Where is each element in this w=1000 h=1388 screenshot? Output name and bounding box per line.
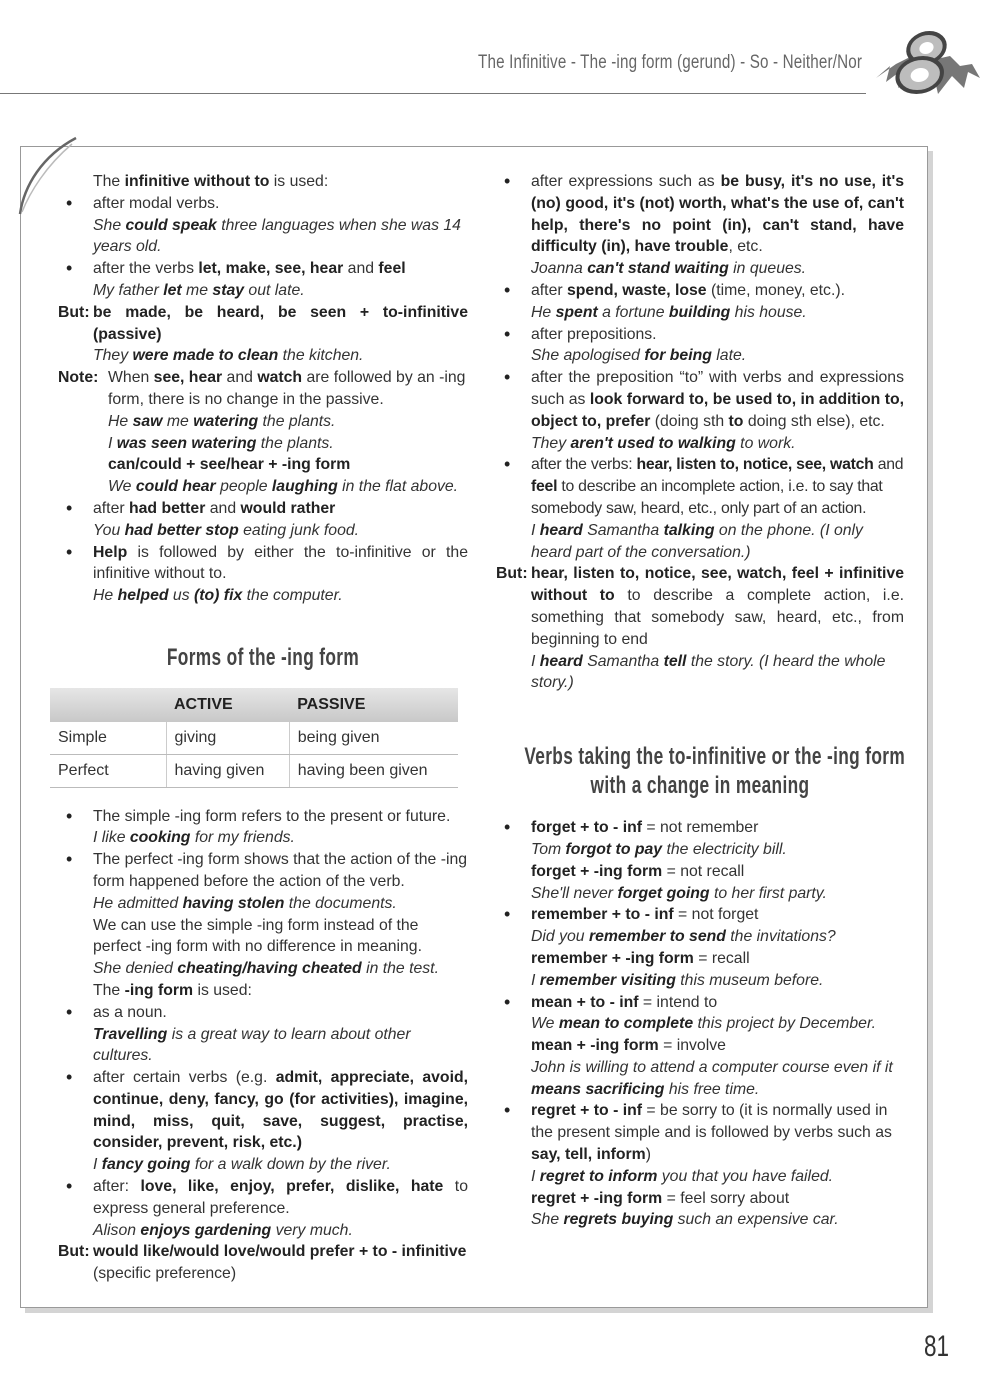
section-title-line: Verbs taking the to-infinitive or the -ing form xyxy=(524,743,906,771)
note-rule: Note: When see, hear and watch are followed by an -ing form, there is no change in the passive. xyxy=(58,369,466,408)
table-cell: having been given xyxy=(289,754,458,787)
table-cell: Perfect xyxy=(50,754,166,787)
table-header-cell: ACTIVE xyxy=(166,688,289,722)
list-item: • Help is followed by either the to-infinitive or the infinitive without to. xyxy=(58,542,468,586)
example: She could speak three languages when she was 14 years old. xyxy=(93,216,461,256)
example: She regrets buying such an expensive car. xyxy=(531,1211,839,1229)
page-header xyxy=(0,0,1000,100)
formula: forget + -ing form = not recall xyxy=(531,862,745,880)
example: Did you remember to send the invitations? xyxy=(531,928,836,946)
section-title-line: with a change in meaning xyxy=(590,772,810,800)
list-item: • after spend, waste, lose (time, money, etc.). xyxy=(496,280,904,302)
forms-table xyxy=(50,688,458,788)
but-rule: But: hear, listen to, notice, see, watch, feel + infinitive without to to describe a complete action, i.e. something that somebody saw, heard, etc., from beginning to end xyxy=(496,565,905,648)
but-rule: But: would like/would love/would prefer + to - infinitive (specific preference) xyxy=(58,1243,467,1283)
table-cell: giving xyxy=(166,722,289,754)
example: I regret to inform you that you have failed. xyxy=(531,1167,834,1185)
list-item: • after the preposition “to” with verbs and expressions such as look forward to, be used to, in addition to, object to, prefer (doing sth to doing sth else), etc. xyxy=(496,367,904,432)
table-header-cell xyxy=(50,688,166,722)
list-item: • The simple -ing form refers to the present or future. xyxy=(58,806,468,828)
formula: can/could + see/hear + -ing form xyxy=(108,456,351,474)
table-cell: being given xyxy=(289,722,458,754)
left-column xyxy=(58,171,468,1285)
example: I remember visiting this museum before. xyxy=(531,971,824,989)
example: She denied cheating/having cheated in the test. xyxy=(93,960,439,978)
section-title-forms: Forms of the -ing form xyxy=(166,643,360,671)
list-item: • after the verbs: hear, listen to, notice, see, watch and feel to describe an incomplete action, i.e. to say that somebody saw, heard, etc., only part of an action. xyxy=(496,454,904,519)
list-item: • after: love, like, enjoy, prefer, dislike, hate to express general preference. xyxy=(58,1176,468,1220)
example: My father let me stay out late. xyxy=(93,281,305,299)
example: I was seen watering the plants. xyxy=(108,434,334,452)
example: They aren't used to walking to work. xyxy=(531,434,796,452)
right-column xyxy=(496,171,904,1231)
ing-intro: The -ing form is used: xyxy=(93,981,252,999)
list-item: • mean + to - inf = intend to xyxy=(496,992,904,1014)
example: She apologised for being late. xyxy=(531,347,747,365)
table-header-cell: PASSIVE xyxy=(289,688,458,722)
example: You had better stop eating junk food. xyxy=(93,521,360,539)
but-rule: But: be made, be heard, be seen + to-infinitive (passive) xyxy=(58,303,468,343)
example: I heard Samantha tell the story. (I heard the whole story.) xyxy=(531,652,886,692)
table-row xyxy=(50,754,458,787)
example: John is willing to attend a computer course even if it means sacrificing his free time. xyxy=(531,1058,893,1098)
table-header-row xyxy=(50,688,458,722)
section-title-verbs xyxy=(524,742,906,800)
example: He helped us (to) fix the computer. xyxy=(93,587,343,605)
page-number: 81 xyxy=(924,1330,950,1363)
example: Tom forgot to pay the electricity bill. xyxy=(531,840,787,858)
list-item: • as a noun. xyxy=(58,1002,468,1024)
example: I fancy going for a walk down by the river. xyxy=(93,1156,391,1174)
formula: remember + -ing form = recall xyxy=(531,949,750,967)
list-item: • regret + to - inf = be sorry to (it is normally used in the present simple and is followed by verbs such as say, tell, inform) xyxy=(496,1100,904,1165)
list-item: • after expressions such as be busy, it's no use, it's (no) good, it's (not) worth, what's the use of, can't help, there's no point (in), can't stand, have difficulty (in), have trouble, etc. xyxy=(496,171,904,258)
example: They were made to clean the kitchen. xyxy=(93,347,364,365)
list-item: • after prepositions. xyxy=(496,324,904,346)
formula: mean + -ing form = involve xyxy=(531,1037,726,1055)
example: He admitted having stolen the documents. xyxy=(93,894,397,912)
example: We mean to complete this project by December. xyxy=(531,1015,877,1033)
running-title: The Infinitive - The -ing form (gerund) - So - Neither/Nor xyxy=(477,52,862,73)
note-text: We can use the simple -ing form instead of the perfect -ing form with no difference in meaning. xyxy=(93,916,422,956)
example: She'll never forget going to her first party. xyxy=(531,884,827,902)
list-item: • forget + to - inf = not remember xyxy=(496,817,904,839)
example: He saw me watering the plants. xyxy=(108,412,336,430)
example: We could hear people laughing in the flat above. xyxy=(108,478,459,496)
example: I like cooking for my friends. xyxy=(93,829,295,847)
table-row xyxy=(50,722,458,754)
list-item: • after certain verbs (e.g. admit, appreciate, avoid, continue, deny, fancy, go (for activities), imagine, mind, miss, quit, save, suggest, practise, consider, prevent, risk, etc.) xyxy=(58,1067,468,1154)
table-cell: Simple xyxy=(50,722,166,754)
example: Travelling is a great way to learn about other cultures. xyxy=(93,1025,411,1065)
example: Joanna can't stand waiting in queues. xyxy=(531,260,807,278)
header-rule xyxy=(0,93,866,94)
list-item: • after had better and would rather xyxy=(58,498,468,520)
list-item: • after the verbs let, make, see, hear and feel xyxy=(58,258,468,280)
unit-number: 8 xyxy=(916,73,923,82)
list-item: • remember + to - inf = not forget xyxy=(496,904,904,926)
list-item: • The perfect -ing form shows that the action of the -ing form happened before the action of the verb. xyxy=(58,849,468,893)
example: Alison enjoys gardening very much. xyxy=(93,1221,353,1239)
example: He spent a fortune building his house. xyxy=(531,303,807,321)
formula: regret + -ing form = feel sorry about xyxy=(531,1189,790,1207)
unit-number-badge xyxy=(872,26,982,100)
list-item: • after modal verbs. xyxy=(58,193,468,215)
table-cell: having given xyxy=(166,754,289,787)
example: I heard Samantha talking on the phone. (I only heard part of the conversation.) xyxy=(531,521,863,561)
infinitive-intro: The infinitive without to is used: xyxy=(93,173,329,190)
